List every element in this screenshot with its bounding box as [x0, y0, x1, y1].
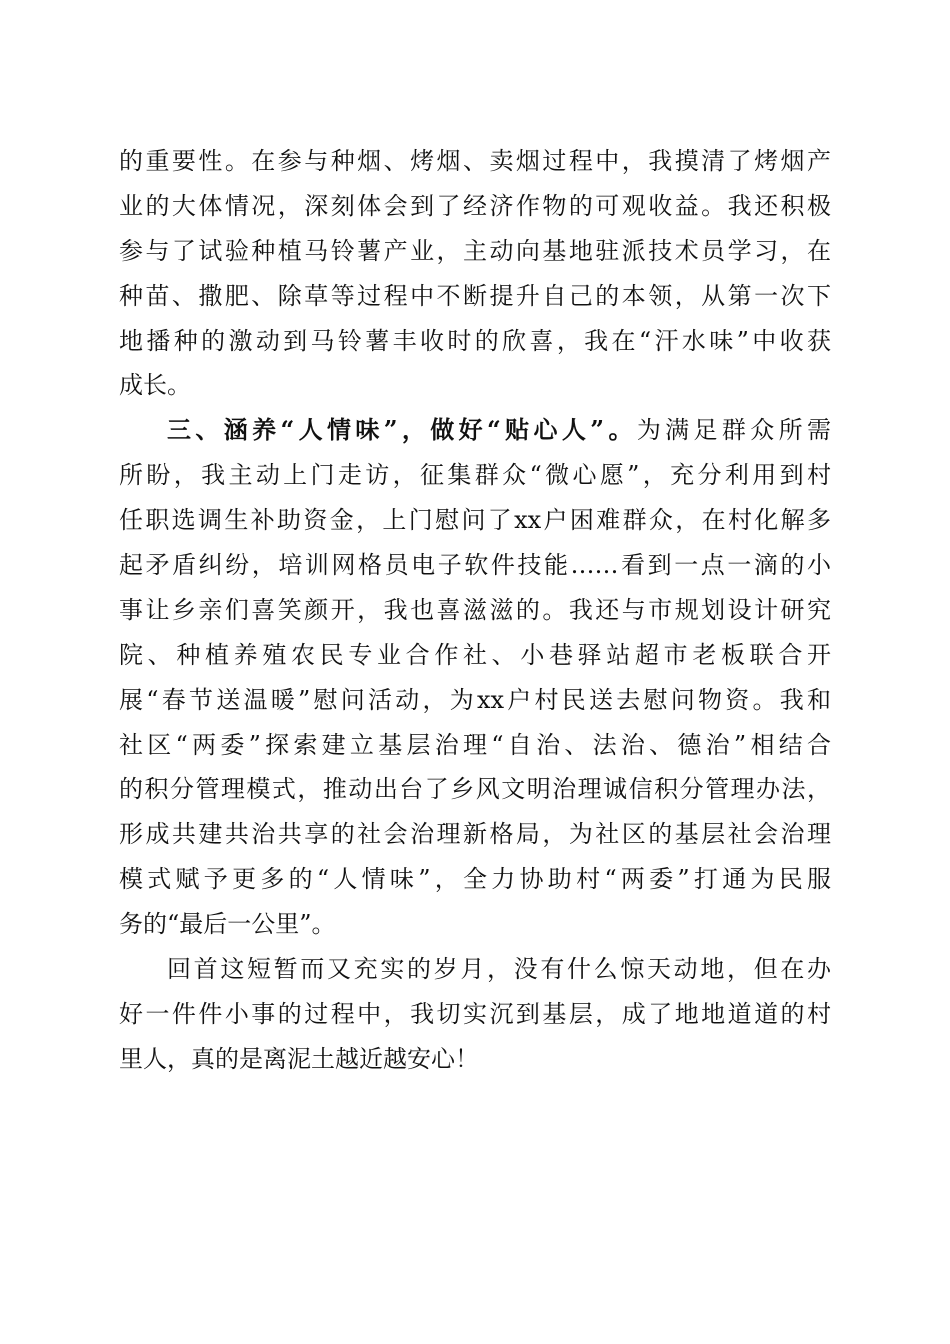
text-line: 展“春节送温暖”慰问活动，为xx户村民送去慰问物资。我和	[119, 685, 831, 714]
text-line: 任职选调生补助资金，上门慰问了xx户困难群众，在村化解多	[119, 506, 831, 535]
text-line: 业的大体情况，深刻体会到了经济作物的可观收益。我还积极	[119, 191, 831, 220]
section-heading: 三、涵养“人情味”，做好“贴心人”。	[167, 415, 637, 445]
text-line: 起矛盾纠纷，培训网格员电子软件技能……看到一点一滴的小	[119, 551, 831, 580]
text-line: 院、种植养殖农民专业合作社、小巷驿站超市老板联合开	[119, 640, 831, 669]
text-line: 所盼，我主动上门走访，征集群众“微心愿”，充分利用到村	[119, 461, 831, 490]
text-line: 回首这短暂而又充实的岁月，没有什么惊天动地，但在办	[167, 955, 831, 984]
text-line: 的重要性。在参与种烟、烤烟、卖烟过程中，我摸清了烤烟产	[119, 147, 831, 175]
text-line: 的积分管理模式，推动出台了乡风文明治理诚信积分管理办法，	[119, 775, 831, 804]
text-line: 种苗、撒肥、除草等过程中不断提升自己的本领，从第一次下	[119, 281, 831, 310]
text-line: 务的“最后一公里”。	[119, 910, 336, 939]
text-line: 社区“两委”探索建立基层治理“自治、法治、德治”相结合	[119, 730, 831, 759]
text-line: 事让乡亲们喜笑颜开，我也喜滋滋的。我还与市规划设计研究	[119, 595, 831, 624]
text-line: 参与了试验种植马铃薯产业，主动向基地驻派技术员学习，在	[119, 236, 831, 265]
paragraph-1	[119, 139, 831, 408]
heading-line-rest: 为满足群众所需	[636, 416, 832, 445]
text-line: 好一件件小事的过程中，我切实沉到基层，成了地地道道的村	[119, 999, 831, 1028]
document-body	[119, 139, 831, 1082]
text-line: 成长。	[119, 371, 191, 400]
paragraph-3	[119, 947, 831, 1082]
paragraph-2	[119, 408, 831, 947]
text-line: 里人，真的是离泥土越近越安心！	[119, 1044, 479, 1073]
text-line	[119, 408, 831, 453]
text-line: 模式赋予更多的“人情味”，全力协助村“两委”打通为民服	[119, 865, 831, 894]
text-line: 地播种的激动到马铃薯丰收时的欣喜，我在“汗水味”中收获	[119, 326, 831, 355]
text-line: 形成共建共治共享的社会治理新格局，为社区的基层社会治理	[119, 820, 831, 849]
